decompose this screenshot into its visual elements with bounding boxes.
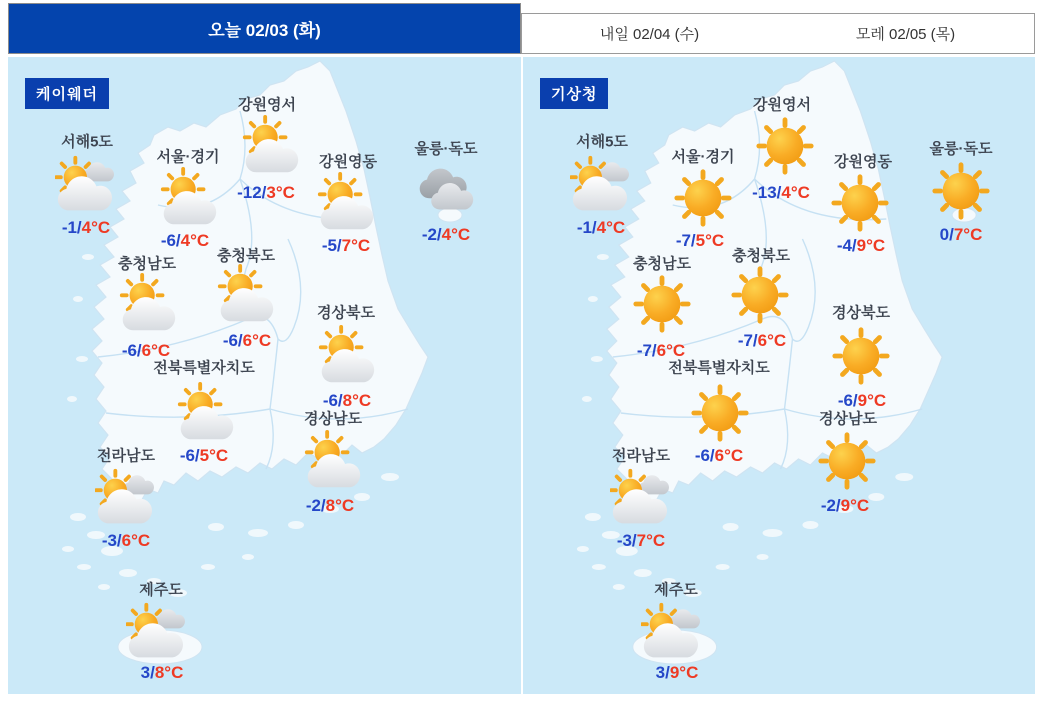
temperature: [738, 331, 786, 351]
temperature: [141, 663, 184, 683]
high-temperature: 9°C: [857, 391, 887, 410]
sun-behind-cloud-icon: [116, 273, 178, 335]
temperature: [422, 225, 470, 245]
region-label: 경상남도: [819, 410, 877, 428]
high-temperature: 7°C: [636, 531, 666, 550]
low-temperature: -6/: [837, 391, 858, 410]
region-label: 전북특별자치도: [153, 359, 255, 377]
high-temperature: 7°C: [953, 225, 983, 244]
low-temperature: -3/: [101, 531, 122, 550]
region-label: 강원영동: [834, 153, 892, 171]
region-label: 전라남도: [97, 447, 155, 465]
low-temperature: -7/: [737, 331, 758, 350]
sun-behind-clouds-icon: [126, 600, 188, 662]
low-temperature: -12/: [237, 183, 267, 202]
sun-behind-clouds-icon: [641, 600, 703, 662]
high-temperature: 4°C: [781, 183, 810, 202]
region-label: 강원영동: [319, 153, 377, 171]
temperature: [180, 446, 228, 466]
low-temperature: -1/: [576, 218, 597, 237]
forecast-day-tabs: [0, 0, 1043, 57]
sunny-icon: [672, 167, 734, 229]
region-label: 충청북도: [217, 247, 275, 265]
high-temperature: 6°C: [656, 341, 686, 360]
low-temperature: -7/: [675, 231, 696, 250]
sun-behind-clouds-icon: [95, 466, 157, 528]
region-label: 서울·경기: [156, 148, 220, 166]
low-temperature: -1/: [61, 218, 82, 237]
sunny-icon: [930, 160, 992, 222]
low-temperature: -2/: [421, 225, 442, 244]
tab-day-after[interactable]: 모레 02/05 (목): [777, 13, 1035, 54]
low-temperature: -7/: [636, 341, 657, 360]
temperature: [102, 531, 150, 551]
sun-behind-clouds-icon: [55, 153, 117, 215]
high-temperature: 8°C: [342, 391, 372, 410]
sunny-icon: [631, 273, 693, 335]
low-temperature: -4/: [836, 236, 857, 255]
sun-behind-cloud-icon: [214, 264, 276, 326]
sunny-icon: [829, 172, 891, 234]
temperature: [322, 236, 370, 256]
sunny-icon: [816, 430, 878, 492]
region-label: 서해5도: [61, 133, 113, 151]
low-temperature: -3/: [616, 531, 637, 550]
high-temperature: 4°C: [81, 218, 111, 237]
high-temperature: 4°C: [441, 225, 471, 244]
temperature: [161, 231, 209, 251]
temperature: [837, 236, 885, 256]
region-label: 경상북도: [317, 304, 375, 322]
sunny-icon: [754, 115, 816, 177]
low-temperature: -6/: [222, 331, 243, 350]
temperature: [237, 183, 295, 203]
source-badge-kma: 기상청: [540, 78, 608, 109]
region-label: 울릉·독도: [414, 140, 478, 158]
region-label: 제주도: [139, 581, 183, 599]
temperature: [617, 531, 665, 551]
region-label: 강원영서: [753, 96, 811, 114]
temperature: [821, 496, 869, 516]
sun-behind-cloud-icon: [174, 382, 236, 444]
sun-behind-clouds-icon: [610, 466, 672, 528]
high-temperature: 8°C: [154, 663, 184, 682]
sun-behind-cloud-icon: [314, 172, 376, 234]
high-temperature: 5°C: [199, 446, 229, 465]
region-label: 강원영서: [238, 96, 296, 114]
high-temperature: 9°C: [856, 236, 886, 255]
low-temperature: -2/: [305, 496, 326, 515]
high-temperature: 6°C: [121, 531, 151, 550]
temperature: [940, 225, 983, 245]
temperature: [695, 446, 743, 466]
region-label: 충청남도: [118, 255, 176, 273]
region-label: 서울·경기: [671, 148, 735, 166]
cloudy-icon: [415, 160, 477, 222]
source-badge-kweather: 케이웨더: [25, 78, 109, 109]
sunny-icon: [830, 325, 892, 387]
sun-behind-cloud-icon: [157, 167, 219, 229]
low-temperature: 3/: [140, 663, 155, 682]
sun-behind-clouds-icon: [570, 153, 632, 215]
low-temperature: -6/: [322, 391, 343, 410]
low-temperature: -13/: [752, 183, 782, 202]
temperature: [577, 218, 625, 238]
high-temperature: 9°C: [840, 496, 870, 515]
region-label: 서해5도: [576, 133, 628, 151]
high-temperature: 6°C: [757, 331, 787, 350]
high-temperature: 5°C: [695, 231, 725, 250]
temperature: [223, 331, 271, 351]
kweather-map-panel: [8, 57, 521, 694]
low-temperature: -2/: [820, 496, 841, 515]
sunny-icon: [689, 382, 751, 444]
high-temperature: 4°C: [596, 218, 626, 237]
high-temperature: 7°C: [341, 236, 371, 255]
low-temperature: 3/: [655, 663, 670, 682]
high-temperature: 3°C: [266, 183, 295, 202]
sun-behind-cloud-icon: [239, 115, 301, 177]
high-temperature: 6°C: [242, 331, 272, 350]
low-temperature: 0/: [939, 225, 954, 244]
region-label: 경상북도: [832, 304, 890, 322]
high-temperature: 4°C: [180, 231, 210, 250]
temperature: [62, 218, 110, 238]
region-label: 충청북도: [732, 247, 790, 265]
temperature: [306, 496, 354, 516]
region-label: 경상남도: [304, 410, 362, 428]
low-temperature: -6/: [160, 231, 181, 250]
low-temperature: -6/: [179, 446, 200, 465]
high-temperature: 8°C: [325, 496, 355, 515]
sun-behind-cloud-icon: [301, 430, 363, 492]
low-temperature: -5/: [321, 236, 342, 255]
high-temperature: 9°C: [669, 663, 699, 682]
temperature: [676, 231, 724, 251]
region-label: 울릉·독도: [929, 140, 993, 158]
region-label: 제주도: [654, 581, 698, 599]
region-label: 전북특별자치도: [668, 359, 770, 377]
low-temperature: -6/: [121, 341, 142, 360]
high-temperature: 6°C: [141, 341, 171, 360]
tab-tomorrow[interactable]: 내일 02/04 (수): [521, 13, 778, 54]
high-temperature: 6°C: [714, 446, 744, 465]
tab-today[interactable]: 오늘 02/03 (화): [8, 3, 521, 54]
temperature: [752, 183, 810, 203]
sunny-icon: [729, 264, 791, 326]
region-label: 전라남도: [612, 447, 670, 465]
low-temperature: -6/: [694, 446, 715, 465]
region-label: 충청남도: [633, 255, 691, 273]
sun-behind-cloud-icon: [315, 325, 377, 387]
kma-map-panel: [523, 57, 1035, 694]
temperature: [656, 663, 699, 683]
